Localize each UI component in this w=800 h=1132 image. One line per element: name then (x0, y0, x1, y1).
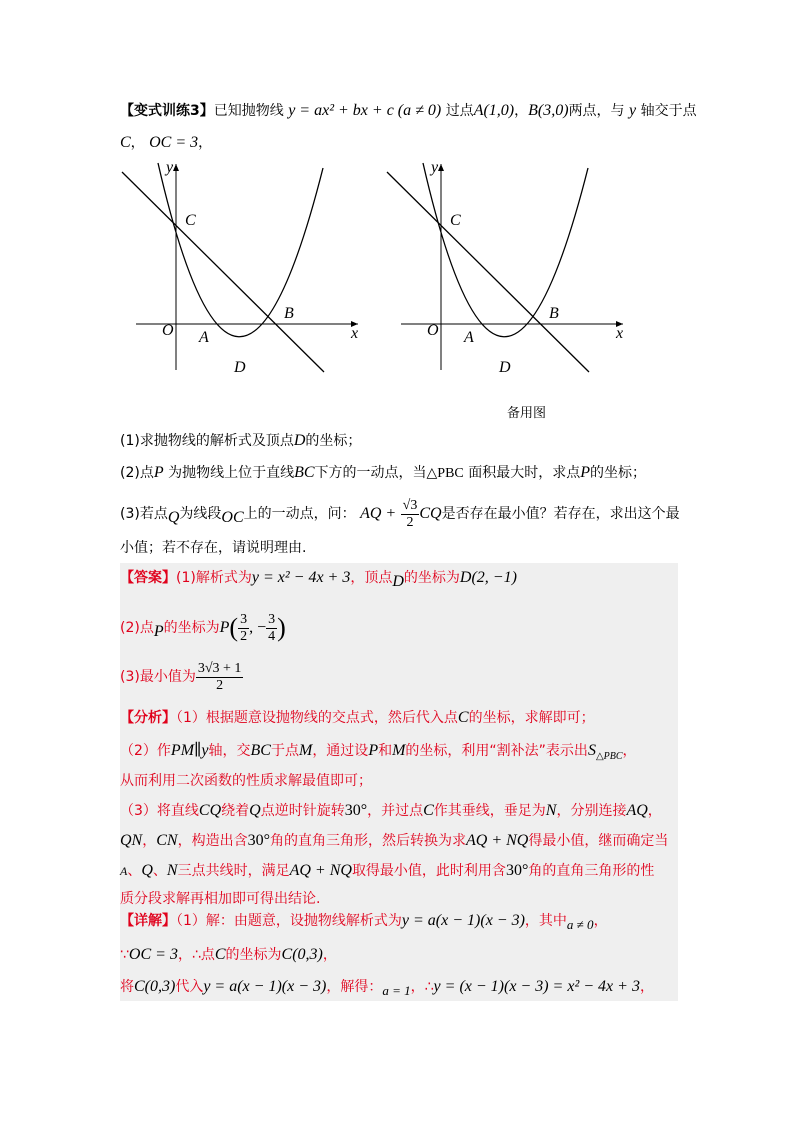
d-label: D (499, 359, 511, 376)
problem-text: 已知抛物线 (213, 103, 284, 119)
analysis-text: 的坐标，利用“割补法”表示出 (405, 743, 588, 759)
q3-frac-num: √3 (402, 497, 418, 513)
q3-segment-oc: OC (221, 508, 244, 526)
point-m: M (298, 742, 313, 759)
line-bc (387, 172, 589, 372)
answer-text: (1)解析式为 (176, 570, 252, 586)
d-label: D (234, 359, 246, 376)
point-n: N (166, 862, 178, 879)
question-1 (120, 431, 361, 451)
frac-den: 4 (268, 628, 276, 644)
q2-line-bc: BC (294, 464, 315, 481)
analysis-text: ， (647, 803, 662, 819)
area-subscript: △PBC (595, 750, 623, 762)
point-c-coord: C(0,3) (134, 978, 176, 995)
angle: 30° (247, 832, 270, 849)
frac-den: 2 (216, 677, 224, 693)
answer-min-value (196, 661, 244, 694)
analysis-text: （1）根据题意设抛物线的交点式，然后代入点 (176, 710, 458, 726)
analysis-text: 、 (152, 863, 167, 879)
analysis-text: 角的直角三角形，然后转换为求 (269, 833, 466, 849)
analysis-text: ， (622, 743, 637, 759)
sum-expr: AQ + NQ (465, 832, 529, 849)
o-label: O (162, 322, 174, 339)
problem-line-2 (120, 133, 212, 153)
axis-y: y (629, 102, 637, 119)
q2-text: (2)点 (120, 465, 154, 481)
problem-text: 两点，与 (568, 103, 625, 119)
analysis-text: 角的直角三角形的性 (528, 863, 655, 879)
analysis-text: 点逆时针旋转 (260, 803, 345, 819)
frac-num: 3 (240, 611, 248, 627)
analysis-text: 三点共线时，满足 (177, 863, 290, 879)
detail-text: ， (322, 947, 337, 963)
analysis-text: 绕着 (221, 803, 250, 819)
segment-qn: QN (120, 832, 143, 849)
q3-expr-cq: CQ (419, 505, 442, 522)
answer-text: (2)点 (120, 620, 154, 636)
punct: ， (514, 103, 529, 119)
problem-text: 过点 (445, 103, 474, 119)
q3-text: (3)若点 (120, 506, 168, 522)
a-label: A (199, 329, 209, 346)
area-symbol: S (587, 742, 596, 759)
oc-condition: OC = 3 (149, 134, 199, 151)
detail-equation: y = a(x − 1)(x − 3) (401, 912, 525, 929)
frac-num: 3√3 + 1 (197, 660, 242, 676)
b-label: B (284, 305, 294, 322)
detail-text: ， (177, 947, 192, 963)
point-c: C (423, 802, 434, 819)
answer-text: ，顶点 (350, 570, 393, 586)
analysis-text: ，通过设 (312, 743, 369, 759)
answer-3 (120, 657, 243, 697)
analysis-text: 取得最小值，此时利用含 (351, 863, 506, 879)
point-c: C (120, 134, 131, 151)
point-p: P (368, 742, 379, 759)
detail-text: 代入 (175, 979, 204, 995)
analysis-text: ，分别连接 (556, 803, 627, 819)
q2-point-p: P (580, 464, 590, 481)
analysis-text: 作其垂线，垂足为 (433, 803, 546, 819)
therefore-symbol: ∴ (424, 979, 434, 995)
parabola-figure-1 (120, 158, 370, 383)
q2-text: 面积最大时，求点 (468, 465, 581, 481)
figure-caption: 备用图 (507, 406, 547, 421)
detail-condition: a ≠ 0 (566, 916, 594, 932)
question-2 (120, 463, 646, 484)
point-c: C (457, 709, 469, 726)
c-label: C (185, 212, 196, 229)
detail-text: （1）解：由题意，设抛物线解析式为 (176, 913, 402, 929)
q2-text: 的坐标； (590, 465, 646, 481)
analysis-text: 、 (127, 863, 142, 879)
q1-text-end: 的坐标； (305, 433, 362, 449)
x-label: x (351, 325, 359, 342)
segment-cn: CN (156, 832, 178, 849)
frac-den: 2 (240, 628, 248, 644)
line-cq: CQ (198, 802, 222, 819)
q2-text: 为抛物线上位于直线 (168, 465, 295, 481)
analysis-tag: 【分析】 (120, 710, 176, 726)
frac-num: 3 (268, 611, 276, 627)
answer-frac-x (238, 612, 249, 645)
analysis-3-line-2 (120, 831, 668, 851)
y-axis-arrow (438, 164, 444, 171)
q3-text: 上的一动点，问： (243, 506, 356, 522)
paren-left: ( (229, 613, 239, 642)
line-bc (122, 172, 324, 372)
pm-parallel: PM∥ (170, 742, 202, 759)
equation: y = ax² + bx + c (a ≠ 0) (288, 102, 442, 119)
detail-text: ，解得： (326, 979, 383, 995)
analysis-text: ，并过点 (367, 803, 424, 819)
analysis-text: ，构造出含 (177, 833, 248, 849)
final-equation: y = (x − 1)(x − 3) = x² − 4x + 3 (433, 978, 640, 995)
q3-point-q: Q (167, 508, 180, 526)
detail-text: ， (593, 913, 608, 929)
analysis-1 (120, 708, 595, 728)
line-bc: BC (250, 742, 271, 759)
q3-fraction (401, 498, 420, 531)
coord-sep: , − (249, 619, 267, 636)
q3-text: 是否存在最小值？若存在，求出这个最 (441, 506, 680, 522)
parabola-curve (423, 163, 588, 337)
oc-value: OC = 3 (128, 946, 178, 963)
analysis-3-line-4: 质分段求解再相加即可得出结论. (120, 891, 321, 907)
q1-text: (1)求抛物线的解析式及顶点 (120, 433, 294, 449)
detail-text: ， (410, 979, 425, 995)
c-label: C (450, 212, 461, 229)
analysis-2-line-2: 从而利用二次函数的性质求解最值即可； (120, 773, 372, 789)
question-3-line-2: 小值；若不存在，请说明理由. (120, 540, 307, 556)
detail-text: ， (639, 979, 654, 995)
analysis-2 (120, 741, 637, 767)
point-a: A (120, 864, 128, 878)
a-label: A (464, 329, 474, 346)
point-q: Q (141, 862, 153, 879)
detail-1 (120, 911, 608, 935)
analysis-3 (120, 801, 662, 821)
detail-2 (120, 945, 337, 965)
punct: ， (130, 135, 145, 151)
a-value: a = 1 (382, 982, 411, 998)
analysis-text: （2）作 (120, 743, 171, 759)
answer-point-d: D (392, 572, 404, 590)
y-label: y (166, 159, 174, 176)
y-label: y (431, 159, 439, 176)
sum-expr: AQ + NQ (289, 862, 352, 879)
analysis-text: 于点 (270, 743, 299, 759)
punct: ， (198, 135, 213, 151)
b-label: B (549, 305, 559, 322)
answer-tag: 【答案】 (120, 570, 176, 586)
q3-text: 为线段 (179, 506, 222, 522)
answer-text: 的坐标为 (403, 570, 460, 586)
detail-text: 将 (120, 979, 134, 995)
analysis-text: ， (142, 833, 157, 849)
q2-text: 下方的一动点，当 (314, 465, 427, 481)
analysis-3-line-3 (120, 861, 654, 881)
point-b: B(3,0) (528, 102, 569, 119)
problem-text: 轴交于点 (640, 103, 697, 119)
angle: 30° (505, 862, 529, 879)
q3-frac-den: 2 (406, 514, 414, 530)
y-axis-arrow (173, 164, 179, 171)
angle: 30° (344, 802, 368, 819)
parabola-curve (158, 163, 323, 337)
point-m: M (392, 742, 406, 759)
answer-point-p: P (153, 622, 164, 640)
detail-3 (120, 977, 654, 1001)
analysis-text: （3）将直线 (120, 803, 199, 819)
answer-equation: y = x² − 4x + 3 (251, 569, 351, 586)
parabola-figure-2 (385, 158, 635, 383)
because-symbol: ∵ (120, 947, 129, 963)
detail-text: 的坐标为 (225, 947, 282, 963)
answer-text: 的坐标为 (163, 620, 220, 636)
point-c: C (214, 946, 226, 963)
o-label: O (427, 322, 439, 339)
answer-2 (120, 608, 286, 652)
answer-1 (120, 568, 517, 592)
question-3 (120, 497, 680, 535)
problem-title: 【变式训练3】 (120, 103, 214, 119)
analysis-text: 的坐标，求解即可； (468, 710, 595, 726)
detail-tag: 【详解】 (120, 913, 176, 929)
answer-frac-y (266, 612, 277, 645)
axis-y: y (201, 742, 209, 759)
segment-aq: AQ (626, 802, 648, 819)
detail-equation: y = a(x − 1)(x − 3) (203, 978, 327, 995)
q2-point-p: P (153, 464, 164, 481)
point-n: N (545, 802, 557, 819)
point-q: Q (249, 802, 261, 819)
q1-point-d: D (293, 432, 306, 449)
q2-triangle: △PBC (426, 466, 464, 481)
answer-text: (3)最小值为 (120, 669, 196, 685)
x-label: x (616, 325, 624, 342)
analysis-text: 得最小值，继而确定当 (528, 833, 669, 849)
paren-right: ) (277, 613, 286, 642)
detail-text: ，其中 (524, 913, 567, 929)
analysis-text: 和 (378, 743, 393, 759)
analysis-text: 轴，交 (208, 743, 251, 759)
point-c-coord: C(0,3) (281, 946, 323, 963)
problem-line-1 (120, 101, 697, 121)
detail-text: 点 (200, 947, 215, 963)
therefore-symbol: ∴ (191, 947, 201, 963)
q3-expr: AQ + (360, 505, 397, 522)
answer-point-p: P (219, 619, 230, 636)
answer-vertex: D(2, −1) (459, 569, 517, 586)
point-a: A(1,0) (473, 102, 515, 119)
